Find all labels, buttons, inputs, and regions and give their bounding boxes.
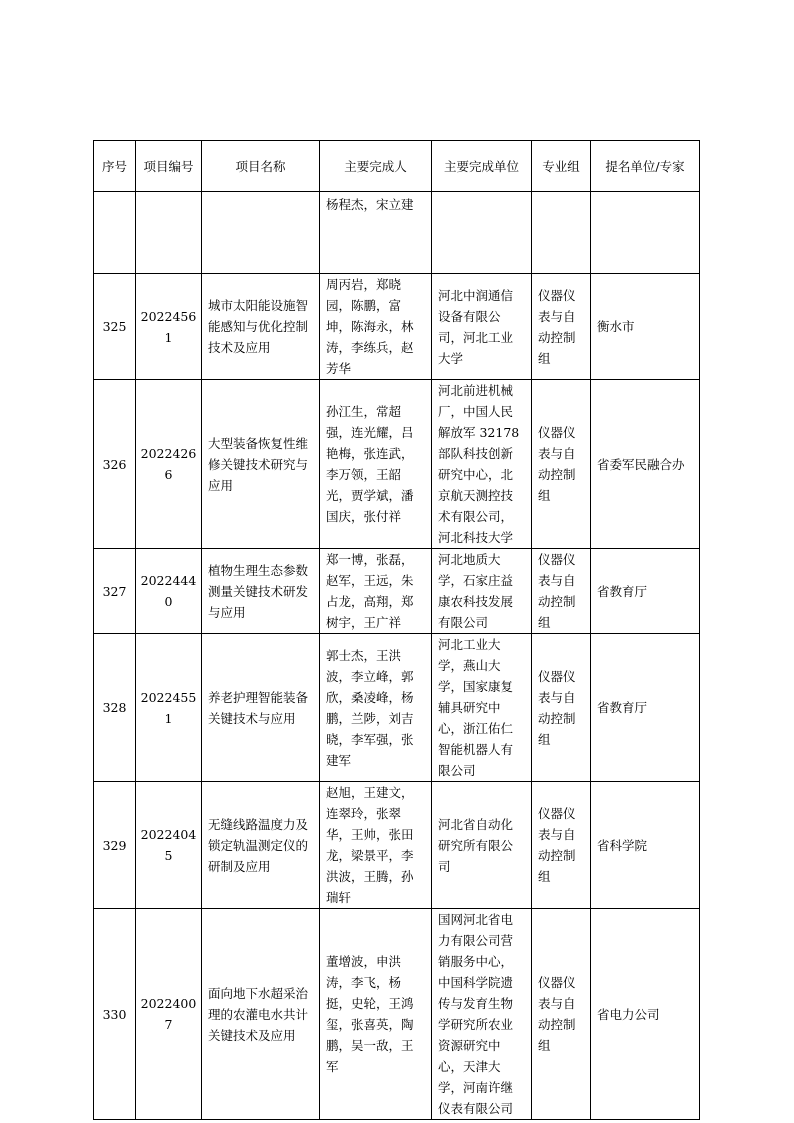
- cell-people: 郑一博，张磊，赵军，王远，朱占龙，高翔，郑树宇，王广祥: [320, 549, 432, 634]
- cell-group: 仪器仪表与自动控制组: [532, 380, 591, 549]
- table-row: [94, 634, 700, 782]
- table-row: [94, 274, 700, 380]
- cell-code: 20224045: [136, 782, 202, 909]
- cell-name: 植物生理生态参数测量关键技术研发与应用: [202, 549, 320, 634]
- cell-no: 328: [94, 634, 136, 782]
- header-code: 项目编号: [136, 141, 202, 192]
- cell-code: 20224440: [136, 549, 202, 634]
- cell-group: 仪器仪表与自动控制组: [532, 549, 591, 634]
- continuation-row: [94, 192, 700, 274]
- cell-name: 面向地下水超采治理的农灌电水共计关键技术及应用: [202, 909, 320, 1120]
- cell-people: 赵旭，王建文，连翠玲，张翠华，王帅，张田龙，梁景平，李洪波，王腾，孙瑞轩: [320, 782, 432, 909]
- cell-group: 仪器仪表与自动控制组: [532, 634, 591, 782]
- cell-no: 329: [94, 782, 136, 909]
- cell-units: 河北省自动化研究所有限公司: [432, 782, 532, 909]
- cell-group: 仪器仪表与自动控制组: [532, 909, 591, 1120]
- cell-name: 大型装备恢复性维修关键技术研究与应用: [202, 380, 320, 549]
- header-row: [94, 141, 700, 192]
- cell-no: 325: [94, 274, 136, 380]
- cell-no: [94, 192, 136, 274]
- cell-units: 国网河北省电力有限公司营销服务中心，中国科学院遗传与发育生物学研究所农业资源研究中心，天津大学，河南许继仪表有限公司: [432, 909, 532, 1120]
- cell-name: 无缝线路温度力及锁定轨温测定仪的研制及应用: [202, 782, 320, 909]
- cell-units: 河北中润通信设备有限公司，河北工业大学: [432, 274, 532, 380]
- cell-people: 董增波，申洪涛，李飞，杨挺，史轮，王鸿玺，张喜英，陶鹏，吴一敌，王军: [320, 909, 432, 1120]
- cell-group: [532, 192, 591, 274]
- cell-code: 20224266: [136, 380, 202, 549]
- cell-no: 330: [94, 909, 136, 1120]
- cell-people: 周丙岩，郑晓园，陈鹏，富坤，陈海永，林涛，李练兵，赵芳华: [320, 274, 432, 380]
- cell-code: 20224551: [136, 634, 202, 782]
- projects-table: [93, 140, 700, 1120]
- cell-no: 326: [94, 380, 136, 549]
- cell-code: 20224561: [136, 274, 202, 380]
- header-nominator: 提名单位/专家: [591, 141, 700, 192]
- cell-name: 城市太阳能设施智能感知与优化控制技术及应用: [202, 274, 320, 380]
- header-group: 专业组: [532, 141, 591, 192]
- cell-name: 养老护理智能装备关键技术与应用: [202, 634, 320, 782]
- cell-nominator: [591, 192, 700, 274]
- cell-group: 仪器仪表与自动控制组: [532, 782, 591, 909]
- cell-units: 河北工业大学，燕山大学，国家康复辅具研究中心，浙江佑仁智能机器人有限公司: [432, 634, 532, 782]
- cell-group: 仪器仪表与自动控制组: [532, 274, 591, 380]
- header-no: 序号: [94, 141, 136, 192]
- table-row: [94, 782, 700, 909]
- cell-people: 孙江生，常超强，连光耀，吕艳梅，张连武，李万领，王韶光，贾学斌，潘国庆，张付祥: [320, 380, 432, 549]
- header-units: 主要完成单位: [432, 141, 532, 192]
- cell-nominator: 省委军民融合办: [591, 380, 700, 549]
- cell-code: [136, 192, 202, 274]
- cell-code: 20224007: [136, 909, 202, 1120]
- table-row: [94, 380, 700, 549]
- cell-name: [202, 192, 320, 274]
- header-name: 项目名称: [202, 141, 320, 192]
- cell-people: 杨程杰，宋立建: [320, 192, 432, 274]
- cell-people: 郭士杰，王洪波，李立峰，郭欣，桑凌峰，杨鹏，兰陟，刘吉晓，李军强，张建军: [320, 634, 432, 782]
- table-row: [94, 909, 700, 1120]
- cell-nominator: 省电力公司: [591, 909, 700, 1120]
- table-row: [94, 549, 700, 634]
- cell-nominator: 省教育厅: [591, 634, 700, 782]
- header-people: 主要完成人: [320, 141, 432, 192]
- cell-nominator: 省科学院: [591, 782, 700, 909]
- cell-units: 河北地质大学，石家庄益康农科技发展有限公司: [432, 549, 532, 634]
- cell-units: [432, 192, 532, 274]
- cell-nominator: 省教育厅: [591, 549, 700, 634]
- cell-units: 河北前进机械厂，中国人民解放军 32178 部队科技创新研究中心，北京航天测控技术有限公司，河北科技大学: [432, 380, 532, 549]
- cell-nominator: 衡水市: [591, 274, 700, 380]
- cell-no: 327: [94, 549, 136, 634]
